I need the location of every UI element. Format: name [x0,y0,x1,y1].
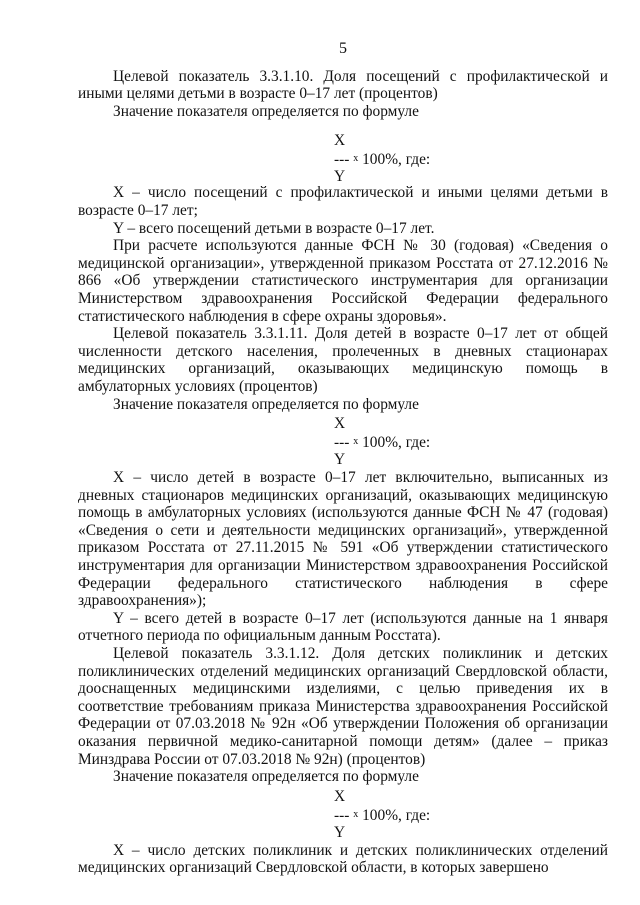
formula-line [334,150,430,169]
formula-numerator: X [334,132,346,150]
formula-numerator: X [334,787,346,805]
formula-fraction-bar: --- [334,151,350,169]
formula-line [334,806,430,825]
formula-rest: 100%, где: [362,806,431,824]
formula-times-sign: x [353,436,359,448]
formula-times-sign: x [353,153,359,165]
formula-3-3-1-10 [78,124,608,184]
paragraph-y-definition: Y – всего детей в возрасте 0–17 лет (используются данные на 1 января отчетного периода по официальным данным Росстата). [78,609,608,645]
paragraph-x-definition: X – число посещений с профилактической и иными целями детьми в возрасте 0–17 лет; [78,184,608,219]
formula-numerator: X [334,415,346,433]
paragraph-x-definition: X – число детей в возрасте 0–17 лет включительно, выписанных из дневных стационаров медицинских организаций, оказывающих медицинскую помощь в амбулаторных условиях (используются данные ФСН № 47 (годовая) «Сведения о сети и деятельности медицинских организаций», утвержденной приказом Росстата от 27.11.2015 № 591 «Об утверждении статистического инструментария для организации Министерством здравоохранения Российской Федерации федерального статистического наблюдения в сфере здравоохранения»); [78,469,608,610]
paragraph-y-definition: Y – всего посещений детьми в возрасте 0–17 лет. [113,219,435,237]
formula-denominator: Y [334,451,346,469]
formula-rest: 100%, где: [362,434,431,452]
formula-denominator: Y [334,168,346,186]
formula-3-3-1-11 [78,413,608,469]
paragraph-data-source: При расчете используются данные ФСН № 30 (годовая) «Сведения о медицинской организации», утвержденной приказом Росстата от 27.12.2016 № 866 «Об утверждении статистического инструментария для организации Министерством здравоохранения Российской Федерации федерального статистического наблюдения в сфере охраны здоровья». [78,237,608,325]
formula-3-3-1-12 [78,786,608,842]
document-page [78,40,608,877]
paragraph-indicator-3-3-1-11-title: Целевой показатель 3.3.1.11. Доля детей в возрасте 0–17 лет от общей численности детского населения, пролеченных в дневных стационарах медицинских организаций, оказывающих медицинскую помощь в амбулаторных условиях (процентов) [78,325,608,395]
formula-denominator: Y [334,823,346,841]
paragraph-formula-intro: Значение показателя определяется по формуле [113,768,419,786]
paragraph-formula-intro: Значение показателя определяется по формуле [113,102,419,120]
paragraph-formula-intro: Значение показателя определяется по формуле [113,395,419,413]
formula-fraction-bar: --- [334,434,350,452]
paragraph-indicator-3-3-1-12-title: Целевой показатель 3.3.1.12. Доля детских поликлиник и детских поликлинических отделений медицинских организаций Свердловской области, дооснащенных медицинскими изделиями, с целью приведения их в соответствие требованиям приказа Министерства здравоохранения Российской Федерации от 07.03.2018 № 92н «Об утверждении Положения об организации оказания первичной медико-санитарной помощи детям» (далее – приказ Минздрава России от 07.03.2018 № 92н) (процентов) [78,645,608,768]
paragraph-indicator-3-3-1-10-title: Целевой показатель 3.3.1.10. Доля посещений с профилактической и иными целями детьми в возрасте 0–17 лет (процентов) [78,67,608,103]
formula-line [334,433,430,452]
formula-times-sign: x [353,808,359,820]
formula-fraction-bar: --- [334,806,350,824]
formula-rest: 100%, где: [362,151,431,169]
paragraph-x-definition: X – число детских поликлиник и детских поликлинических отделений медицинских организаций Свердловской области, в которых завершено [78,841,608,877]
page-number: 5 [339,40,347,57]
